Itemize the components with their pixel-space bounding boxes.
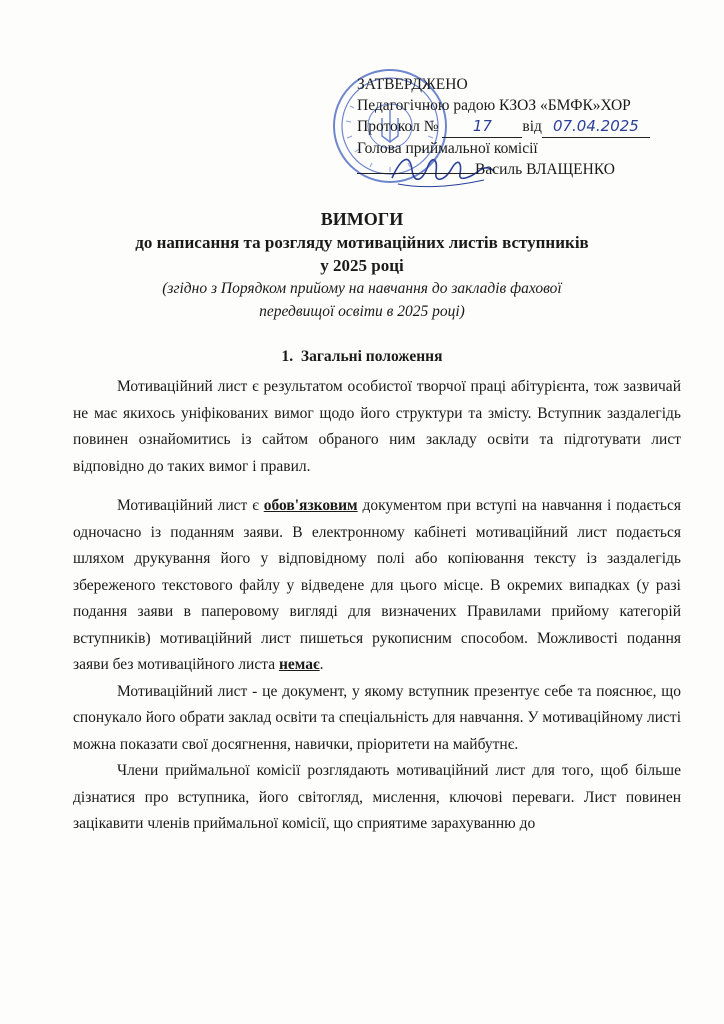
paragraph-2-emphasis: обов'язковим [263, 497, 358, 514]
document-note-line1: (згідно з Порядком прийому на навчання до закладів фахової [162, 280, 562, 297]
document-body [73, 374, 681, 838]
document-subtitle-line1: до написання та розгляду мотиваційних листів вступників [135, 233, 589, 252]
date-label: від [522, 118, 542, 135]
paragraph-1: Мотиваційний лист є результатом особистої творчої праці абітурієнта, тож зазвичай не має якихось уніфікованих вимог щодо його структури та змісту. Вступник заздалегідь повинен ознайомитись із сайтом обраного ним закладу освіти та підготувати лист відповідно до таких вимог і правил. [73, 378, 681, 475]
document-subtitle-line2: у 2025 році [320, 256, 404, 275]
document-note-line2: передвищої освіти в 2025 році) [259, 303, 465, 320]
document-heading [0, 207, 724, 323]
paragraph-2-emphasis-2: немає [278, 656, 320, 673]
paragraph-2-text-c: . [319, 656, 324, 673]
protocol-number: 17 [442, 116, 522, 138]
paragraph-3: Мотиваційний лист - це документ, у якому вступник презентує себе та пояснює, що спонукало його обрати заклад освіти та спеціальність для навчання. У мотиваційному листі можна показати свої досягнення, навички, пріоритети на майбутнє. [73, 682, 681, 753]
head-title: Голова приймальної комісії [357, 140, 538, 157]
section-number: 1. [281, 348, 294, 365]
document-title: ВИМОГИ [320, 209, 404, 229]
approval-block [357, 74, 687, 180]
paragraph-2 [73, 493, 681, 679]
approval-council: Педагогічною радою КЗОЗ «БМФК»ХОР [357, 97, 631, 114]
approval-label: ЗАТВЕРДЖЕНО [357, 76, 468, 93]
section-title: Загальні положення [300, 348, 443, 365]
head-signature-line [357, 159, 687, 180]
paragraph-4: Члени приймальної комісії розглядають мотиваційний лист для того, щоб більше дізнатися про вступника, його світогляд, мислення, ключові переваги. Лист повинен зацікавити членів приймальної комісії, що сприятиме зарахуванню до [73, 762, 681, 832]
protocol-label: Протокол № [357, 118, 439, 135]
head-name: Василь ВЛАЩЕНКО [475, 161, 615, 178]
protocol-line [357, 116, 687, 138]
protocol-date: 07.04.2025 [542, 116, 650, 138]
section-heading [0, 348, 724, 366]
signature-blank [357, 159, 475, 174]
paragraph-2-text-a: Мотиваційний лист є [117, 497, 264, 514]
paragraph-2-text-b: документом при вступі на навчання і подається одночасно із поданням заяви. В електронному кабінеті мотиваційний лист подається шляхом друкування його у відповідному полі або копіювання тексту із заздалегідь збереженого текстового файлу у відведене для цього місце. В окремих випадках (у разі подання заяви в паперовому вигляді для визначених Правилами прийому категорій вступників) мотиваційний лист пишеться рукописним способом. Можливості подання заяви без мотиваційного листа [73, 497, 681, 673]
